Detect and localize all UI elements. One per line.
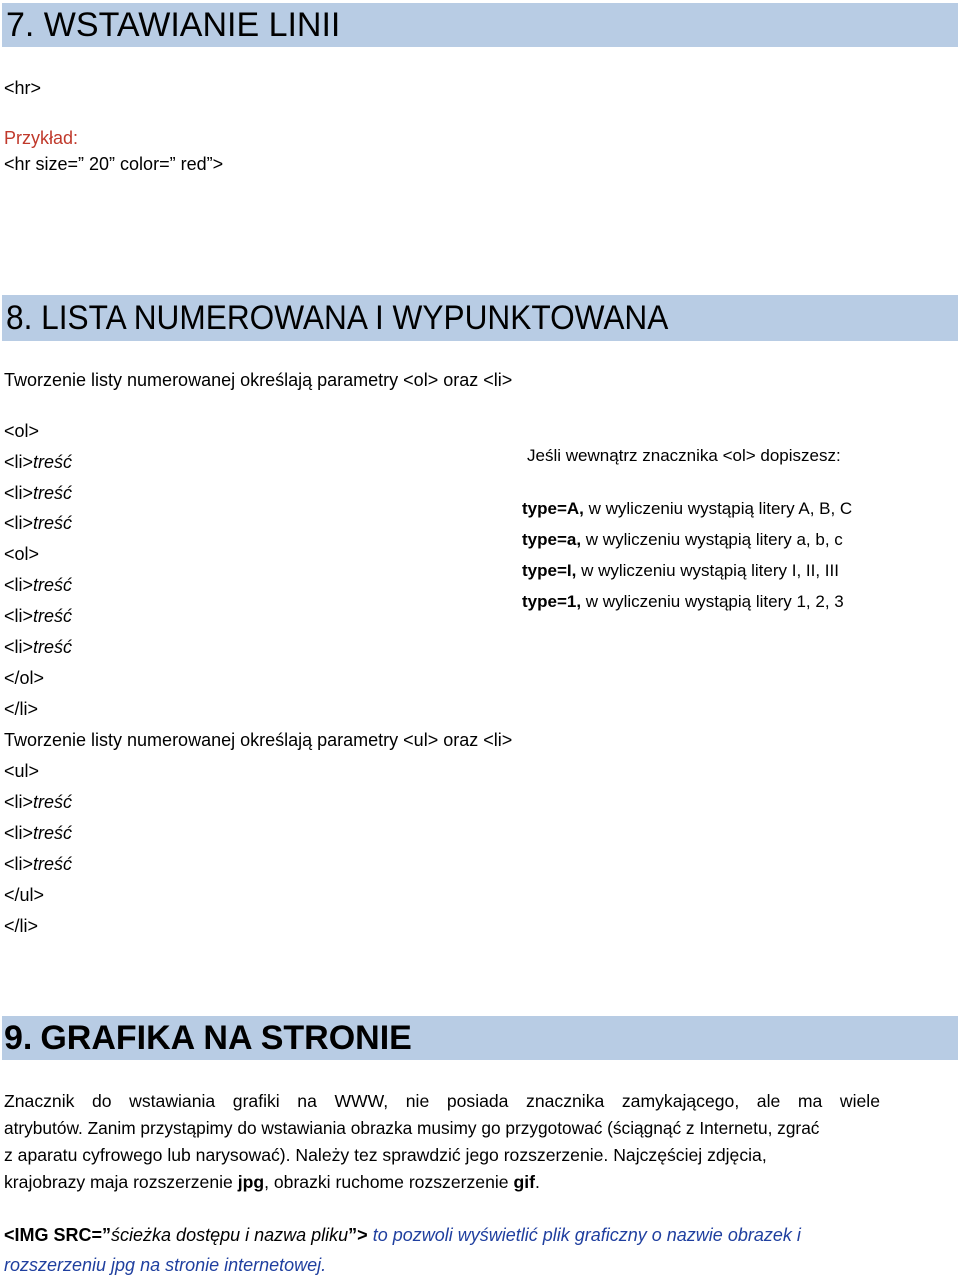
type-key: type=I, <box>522 561 577 580</box>
ol-intro-text: Tworzenie listy numerowanej określają parametry <box>4 370 404 390</box>
paragraph-line <box>4 1169 880 1196</box>
type-line <box>522 560 839 582</box>
code-text: treść <box>33 606 73 626</box>
img-desc: to pozwoli wyświetlić plik graficzny o nazwie obrazek i <box>367 1225 801 1245</box>
code-tag: <li> <box>4 606 34 626</box>
type-key: type=a, <box>522 530 582 549</box>
ul-intro <box>4 729 512 751</box>
code-tag: <li> <box>4 792 34 812</box>
code-tag: <ul> <box>4 761 40 781</box>
code-line <box>4 605 72 627</box>
img-close: ”> <box>348 1225 368 1245</box>
code-line <box>4 915 38 937</box>
note-title: Jeśli wewnątrz znacznika <ol> dopiszesz: <box>527 446 841 465</box>
code-line <box>4 884 44 906</box>
ul-intro-text: Tworzenie listy numerowanej określają parametry <box>4 730 404 750</box>
code-line <box>4 822 72 844</box>
code-tag: <li> <box>4 575 34 595</box>
type-line <box>522 498 852 520</box>
jpg-extension: jpg <box>237 1172 265 1192</box>
section-9-heading <box>2 1016 958 1060</box>
code-tag: </ol> <box>4 668 45 688</box>
hr-tag: <hr> <box>4 78 42 98</box>
code-text: treść <box>33 637 73 657</box>
code-tag: <li> <box>4 854 34 874</box>
paragraph-text: krajobrazy maja rozszerzenie <box>4 1172 238 1192</box>
code-tag: </li> <box>4 916 39 936</box>
code-line <box>4 574 72 596</box>
section-8-title: 8. LISTA NUMEROWANA I WYPUNKTOWANA <box>6 299 669 337</box>
type-key: type=1, <box>522 592 582 611</box>
code-tag: <li> <box>4 637 34 657</box>
code-text: treść <box>33 513 73 533</box>
type-line <box>522 529 843 551</box>
code-line <box>4 667 44 689</box>
code-tag: <li> <box>4 452 34 472</box>
code-line <box>4 853 72 875</box>
section-9-number: 9. <box>4 1019 33 1057</box>
img-path: ścieżka dostępu i nazwa pliku <box>111 1225 349 1245</box>
type-key: type=A, <box>522 499 584 518</box>
paragraph-line: atrybutów. Zanim przystąpimy do wstawiania obrazka musimy go przygotować (ściągnąć z Internetu, zgrać <box>4 1118 820 1138</box>
paragraph-line: z aparatu cyfrowego lub narysować). Należy tez sprawdzić jego rozszerzenie. Najczęściej zdjęcia, <box>4 1145 767 1165</box>
example-label: Przykład: <box>4 128 79 148</box>
type-desc: w wyliczeniu wystąpią litery 1, 2, 3 <box>581 592 844 611</box>
code-text: treść <box>33 575 73 595</box>
code-text: treść <box>33 452 73 472</box>
section-9-title: GRAFIKA NA STRONIE <box>40 1019 412 1057</box>
img-line-1 <box>4 1224 801 1246</box>
code-tag: <ol> <box>4 421 40 441</box>
type-desc: w wyliczeniu wystąpią litery a, b, c <box>581 530 843 549</box>
code-text: treść <box>33 854 73 874</box>
type-desc: w wyliczeniu wystąpią litery A, B, C <box>583 499 853 518</box>
code-line <box>4 543 39 565</box>
gif-extension: gif <box>513 1172 535 1192</box>
section-7-heading: 7. WSTAWIANIE LINII <box>2 3 958 47</box>
paragraph-line: Znacznik do wstawiania grafiki na WWW, nie posiada znacznika zamykającego, ale ma wiele <box>4 1091 880 1111</box>
code-tag: </ul> <box>4 885 45 905</box>
code-tag: <li> <box>4 823 34 843</box>
code-tag: <li> <box>4 513 34 533</box>
code-tag: <li> <box>4 483 34 503</box>
ul-intro-li: <li> <box>483 730 513 750</box>
code-line <box>4 791 72 813</box>
code-tag: </li> <box>4 699 39 719</box>
code-text: treść <box>33 823 73 843</box>
ul-intro-tag: <ul> <box>403 730 439 750</box>
code-line <box>4 482 72 504</box>
ul-intro-middle: oraz <box>438 730 484 750</box>
section-8-heading <box>2 295 958 341</box>
type-line <box>522 591 844 613</box>
type-desc: w wyliczeniu wystąpią litery I, II, III <box>576 561 839 580</box>
code-line <box>4 420 39 442</box>
code-text: treść <box>33 792 73 812</box>
code-line <box>4 512 72 534</box>
paragraph-text: . <box>534 1172 540 1192</box>
code-text: treść <box>33 483 73 503</box>
img-line-2: rozszerzeniu jpg na stronie internetowej. <box>4 1255 327 1275</box>
code-line <box>4 636 72 658</box>
img-open: <IMG SRC=” <box>4 1225 112 1245</box>
ol-intro-li: <li> <box>483 370 513 390</box>
ol-intro-middle: oraz <box>438 370 484 390</box>
paragraph-text: , obrazki ruchome rozszerzenie <box>264 1172 514 1192</box>
example-code: <hr size=” 20” color=” red”> <box>4 154 224 174</box>
code-tag: <ol> <box>4 544 40 564</box>
code-line <box>4 698 38 720</box>
code-line <box>4 760 39 782</box>
ol-intro-tag: <ol> <box>403 370 439 390</box>
code-line <box>4 451 72 473</box>
ol-intro <box>4 369 512 391</box>
